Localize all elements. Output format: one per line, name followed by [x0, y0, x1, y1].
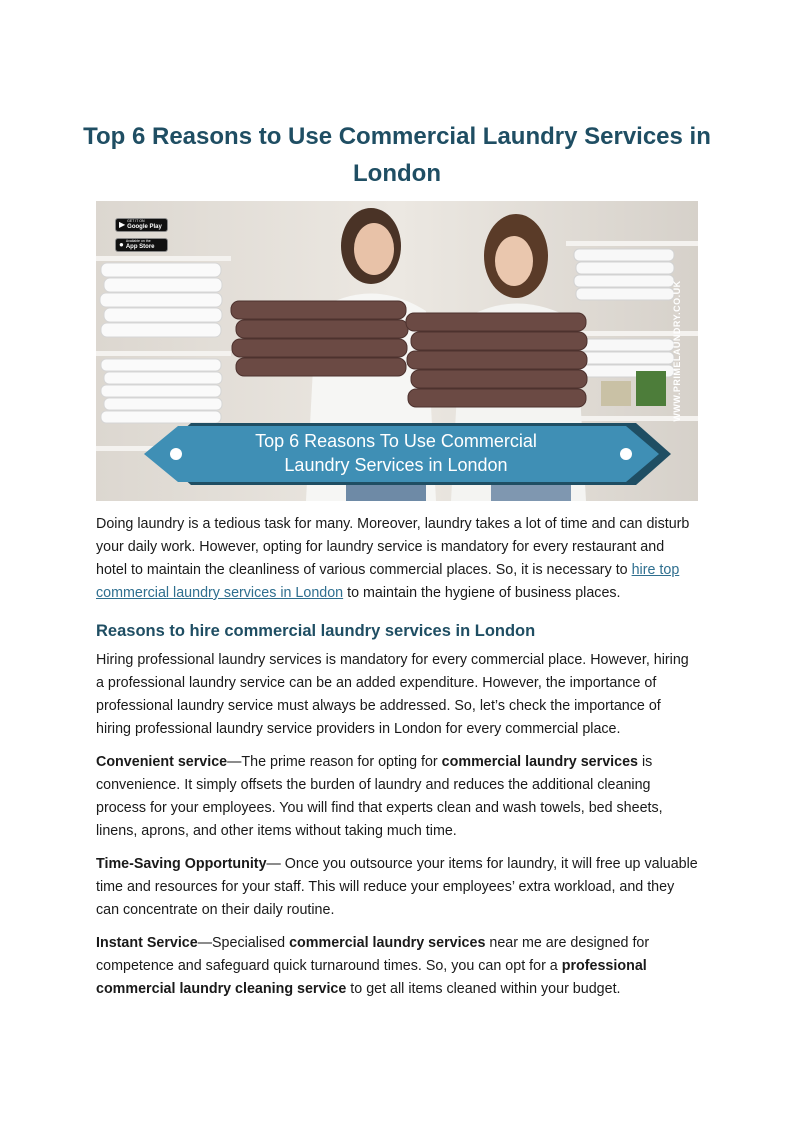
hero-banner-text [246, 429, 546, 477]
commercial-laundry-link[interactable]: hire top commercial laundry services in London [96, 562, 680, 601]
website-watermark: WWW.PRIMELAUNDRY.CO.UK [672, 280, 682, 422]
article-body [96, 513, 698, 1011]
apple-icon: ● [119, 240, 124, 249]
page-title: Top 6 Reasons to Use Commercial Laundry Services in London [83, 123, 711, 187]
play-icon: ▶ [119, 220, 126, 229]
google-play-badge[interactable]: ▶ GET IT ON Google Play [115, 218, 168, 232]
reason-instant-service: Instant Service—Specialised commercial laundry services near me are designed for competence and safeguard quick turnaround times. So, you can opt for a professional commercial laundry cleaning service to get all items cleaned within your budget. [96, 935, 650, 997]
section-intro-paragraph: Hiring professional laundry services is mandatory for every commercial place. However, hiring a professional laundry service can be an added expenditure. However, the importance of professional laundry service must always be addressed. So, let’s check the importance of hiring professional laundry service providers in London for every commercial place. [96, 652, 689, 737]
reason-time-saving: Time-Saving Opportunity— Once you outsource your items for laundry, it will free up valuable time and resources for your staff. This will reduce your employees’ extra workload, and they can concentrate on their daily routine. [96, 856, 698, 918]
banner-line-1: Top 6 Reasons To Use Commercial [255, 431, 537, 451]
app-store-badge[interactable]: ● Available on the App Store [115, 238, 168, 252]
reason-convenient-service: Convenient service—The prime reason for opting for commercial laundry services is convenience. It simply offsets the burden of laundry and reduces the additional cleaning process for your employees. You will find that experts clean and wash towels, bed sheets, linens, aprons, and other items without taking much time. [96, 754, 663, 839]
section-heading: Reasons to hire commercial laundry services in London [96, 622, 536, 640]
banner-line-2: Laundry Services in London [284, 455, 508, 475]
hero-image [96, 201, 698, 501]
intro-paragraph: Doing laundry is a tedious task for many. Moreover, laundry takes a lot of time and can disturb your daily work. However, opting for laundry service is mandatory for every restaurant and hotel to maintain the cleanliness of various commercial places. So, it is necessary to hire top commercial laundry services in London to maintain the hygiene of business places. [96, 516, 690, 601]
